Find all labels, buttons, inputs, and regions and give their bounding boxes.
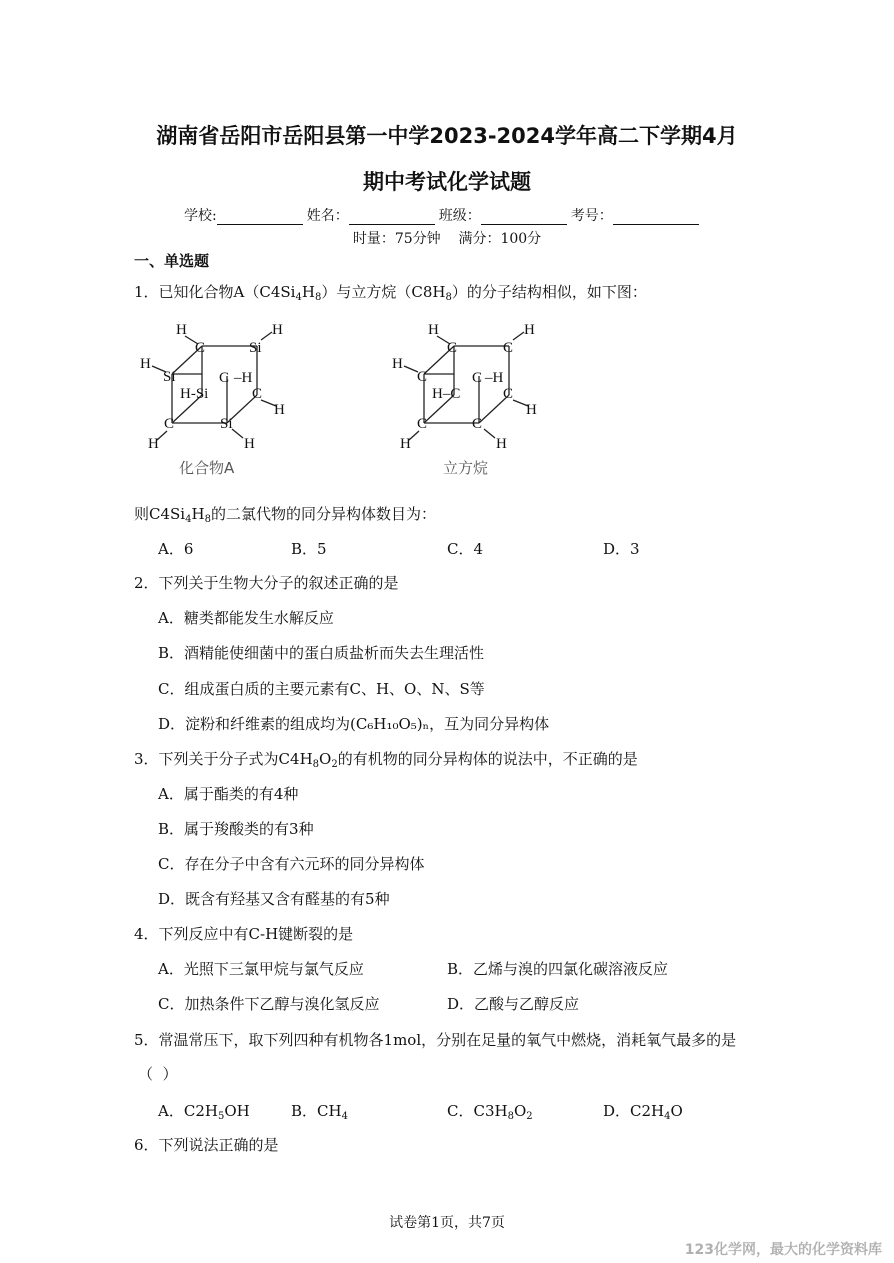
cubane-structure <box>384 316 584 486</box>
q1-option-d[interactable]: D．3 <box>603 540 640 558</box>
compound-a-structure <box>130 316 330 486</box>
q1-stem-part2: ）与立方烷（C <box>321 283 423 301</box>
atom-c: C <box>503 340 514 356</box>
q6-stem: 6．下列说法正确的是 <box>134 1136 279 1154</box>
cubane-caption: 立方烷 <box>443 459 489 477</box>
student-info-line <box>184 205 703 225</box>
atom-si: Si <box>220 416 233 432</box>
q5-option-a-text: A．C <box>158 1102 196 1120</box>
q2-option-b[interactable]: B．酒精能使细菌中的蛋白质盐析而失去生理活性 <box>158 644 485 662</box>
q2-option-d[interactable]: D．淀粉和纤维素的组成均为(C₆H₁₀O₅)ₙ，互为同分异构体 <box>158 715 550 733</box>
q3-stem: 3．下列关于分子式为$C4H_8O_2$的有机物的同分异构体的说法中，不正确的是 <box>134 750 638 770</box>
atom-c: C <box>503 386 514 402</box>
q3-stem-part2: 的有机物的同分异构体的说法中，不正确的是 <box>337 750 638 768</box>
atom-h: H <box>526 402 537 418</box>
q5-stem: 5．常温常压下，取下列四种有机物各1mol，分别在足量的氧气中燃烧，消耗氧气最多的是 <box>134 1031 737 1049</box>
time-score-line: 时量：75分钟 满分：100分 <box>352 231 542 247</box>
q1-option-a[interactable]: A．6 <box>158 540 194 558</box>
atom-h: H <box>400 436 411 452</box>
atom-c: C <box>447 340 458 356</box>
q3-option-b[interactable]: B．属于羧酸类的有3种 <box>158 820 314 838</box>
atom-c: C <box>252 386 263 402</box>
q3-option-c[interactable]: C．存在分子中含有六元环的同分异构体 <box>158 855 425 873</box>
q1-stem-part1: 1．已知化合物A（C <box>134 283 271 301</box>
q4-option-c[interactable]: C．加热条件下乙醇与溴化氢反应 <box>158 995 380 1013</box>
q5-option-d-text: D．C <box>603 1102 642 1120</box>
name-blank <box>349 210 435 225</box>
q5-option-a-tail: OH <box>224 1102 250 1120</box>
school-label: 学校: <box>184 208 217 224</box>
q1-followup: 则$C4Si_4H_8$的二氯代物的同分异构体数目为： <box>134 505 436 525</box>
page-footer: 试卷第1页，共7页 <box>389 1215 505 1231</box>
q3-option-a[interactable]: A．属于酯类的有4种 <box>158 785 299 803</box>
watermark: 123化学网，最大的化学资料库 <box>684 1242 882 1258</box>
atom-h: –H <box>234 370 253 386</box>
atom-c: C <box>472 370 483 386</box>
q2-stem: 2．下列关于生物大分子的叙述正确的是 <box>134 574 399 592</box>
q2-option-a[interactable]: A．糖类都能发生水解反应 <box>158 609 334 627</box>
atom-h: H <box>272 322 283 338</box>
q5-option-b[interactable]: B．$CH_4$ <box>291 1102 348 1122</box>
atom-c: C <box>219 370 230 386</box>
atom-c: C <box>417 416 428 432</box>
q5-option-c[interactable]: C．$C3H_8O_2$ <box>447 1102 533 1122</box>
q5-option-d[interactable]: D．$C2H_4O$ <box>603 1102 683 1122</box>
q1-followup-part1: 则C <box>134 505 161 523</box>
q3-option-d[interactable]: D．既含有羟基又含有醛基的有5种 <box>158 890 390 908</box>
atom-h-c: H–C <box>432 386 461 402</box>
atom-h-si: H-Si <box>180 386 209 402</box>
q3-stem-part1: 3．下列关于分子式为C <box>134 750 291 768</box>
atom-h: H <box>244 436 255 452</box>
q5-option-a[interactable]: A．$C2H_5OH$ <box>158 1102 250 1122</box>
q4-stem: 4．下列反应中有C-H键断裂的是 <box>134 925 354 943</box>
exam-no-blank <box>613 210 699 225</box>
exam-no-label: 考号： <box>570 208 613 224</box>
q5-option-c-text: C．C <box>447 1102 485 1120</box>
atom-c: C <box>164 416 175 432</box>
atom-h: H <box>392 356 403 372</box>
atom-h: H <box>496 436 507 452</box>
atom-c: C <box>472 416 483 432</box>
q4-option-d[interactable]: D．乙酸与乙醇反应 <box>447 995 580 1013</box>
exam-title-line1: 湖南省岳阳市岳阳县第一中学2023-2024学年高二下学期4月 <box>156 124 738 148</box>
q1-stem: 1．已知化合物$A(C4Si_4H_8)$与立方烷$(C8H_8)$的分子结构相似，如下图： <box>134 283 647 303</box>
atom-si: Si <box>163 369 176 385</box>
atom-h: H <box>148 436 159 452</box>
compound-a-caption: 化合物A <box>179 459 235 477</box>
atom-h: H <box>140 356 151 372</box>
q5-option-d-tail: O <box>670 1102 683 1120</box>
atom-c: C <box>195 340 206 356</box>
q5-answer-paren: （ ） <box>138 1065 178 1083</box>
section-heading: 一、单选题 <box>134 252 210 270</box>
atom-h: H <box>428 322 439 338</box>
q1-option-b[interactable]: B．5 <box>291 540 327 558</box>
atom-h: –H <box>485 370 504 386</box>
q2-option-c[interactable]: C．组成蛋白质的主要元素有C、H、O、N、S等 <box>158 680 485 698</box>
q4-option-a[interactable]: A．光照下三氯甲烷与氯气反应 <box>158 960 364 978</box>
school-blank <box>217 210 303 225</box>
q5-option-b-text: B．CH <box>291 1102 342 1120</box>
atom-si: Si <box>249 340 262 356</box>
q4-option-b[interactable]: B．乙烯与溴的四氯化碳溶液反应 <box>447 960 669 978</box>
atom-h: H <box>524 322 535 338</box>
name-label: 姓名： <box>306 208 349 224</box>
class-label: 班级： <box>438 208 481 224</box>
atom-c: C <box>417 369 428 385</box>
atom-h: H <box>274 402 285 418</box>
class-blank <box>481 210 567 225</box>
atom-h: H <box>176 322 187 338</box>
q1-followup-part2: 的二氯代物的同分异构体数目为： <box>210 505 436 523</box>
q1-stem-part3: ）的分子结构相似，如下图： <box>451 283 647 301</box>
exam-title-line2: 期中考试化学试题 <box>363 170 531 194</box>
q1-option-c[interactable]: C．4 <box>447 540 484 558</box>
